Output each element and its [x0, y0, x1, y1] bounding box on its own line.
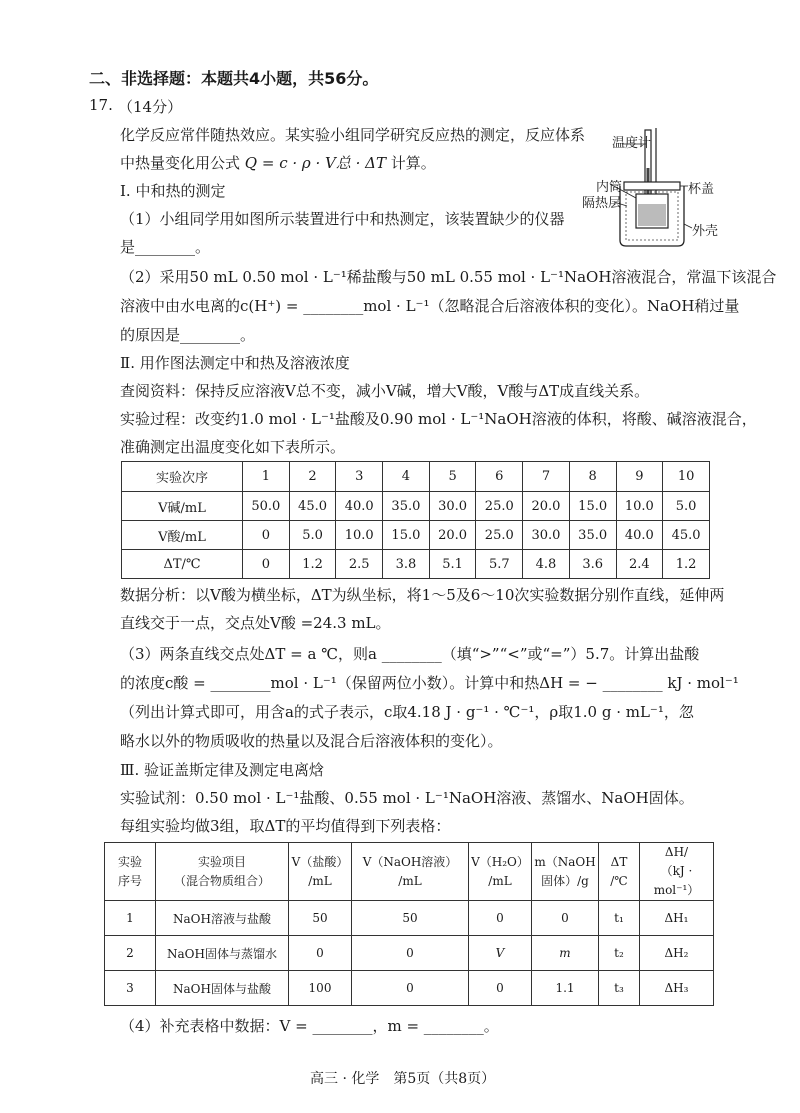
table-row: [105, 901, 714, 936]
table-cell: 3: [105, 971, 156, 1006]
table-cell: 20.0: [523, 492, 570, 521]
table-cell: NaOH固体与蒸馏水: [156, 936, 289, 971]
part1-title: Ⅰ. 中和热的测定: [120, 182, 226, 200]
calorimeter-figure: [582, 128, 762, 250]
table-cell: 4.8: [523, 550, 570, 579]
table-cell: 0: [352, 936, 469, 971]
row-label-cell: V碱/mL: [122, 492, 243, 521]
process-line-2: 准确测定出温度变化如下表所示。: [120, 438, 346, 456]
table-cell: 30.0: [429, 492, 476, 521]
thermometer-label: 温度计: [612, 136, 652, 151]
table-cell: 0: [243, 521, 290, 550]
table-cell: 50.0: [243, 492, 290, 521]
note-line: 每组实验均做3组，取ΔT的平均值得到下列表格：: [120, 817, 451, 835]
table-cell: 15.0: [383, 521, 430, 550]
table-cell: 2.5: [336, 550, 383, 579]
q2-line-b: 溶液中由水电离的c(H⁺) = ________mol · L⁻¹（忽略混合后溶液体积的变化）。NaOH稍过量: [120, 297, 740, 315]
row-label-cell: V酸/mL: [122, 521, 243, 550]
table-header-cell: V（盐酸） /mL: [289, 843, 352, 901]
section-title: 二、非选择题：本题共4小题，共56分。: [89, 69, 379, 88]
part3-title: Ⅲ. 验证盖斯定律及测定电离焓: [120, 761, 325, 779]
run-number-cell: 2: [289, 462, 336, 492]
table-cell: 45.0: [663, 521, 710, 550]
table-cell: 15.0: [569, 492, 616, 521]
table-cell: t₂: [599, 936, 640, 971]
table-cell: 1: [105, 901, 156, 936]
table-row: [105, 843, 714, 901]
table-row: [105, 971, 714, 1006]
q4-line: （4）补充表格中数据：V = ________，m = ________。: [120, 1017, 499, 1035]
table-header-cell: V（H₂O） /mL: [469, 843, 532, 901]
table-cell: 0: [289, 936, 352, 971]
run-number-cell: 7: [523, 462, 570, 492]
q1-line-b: 是________。: [120, 238, 211, 256]
table-cell: 5.7: [476, 550, 523, 579]
table-cell: 40.0: [336, 492, 383, 521]
table-cell: 1.2: [663, 550, 710, 579]
table-header-cell: ΔH/ （kJ · mol⁻¹）: [640, 843, 714, 901]
analysis-line-2: 直线交于一点，交点处V酸 =24.3 mL。: [120, 614, 391, 632]
table-cell: 10.0: [616, 492, 663, 521]
table-header-cell: ΔT /℃: [599, 843, 640, 901]
q3-line-a: （3）两条直线交点处ΔT = a ℃，则a ________（填“>”“<”或“=”）5.7。计算出盐酸: [120, 645, 700, 663]
table-cell: 20.0: [429, 521, 476, 550]
q1-line-a: （1）小组同学用如图所示装置进行中和热测定，该装置缺少的仪器: [120, 210, 565, 228]
q3-line-d: 略水以外的物质吸收的热量以及混合后溶液体积的变化）。: [120, 732, 503, 750]
run-number-cell: 6: [476, 462, 523, 492]
table-cell: 1.2: [289, 550, 336, 579]
run-number-cell: 3: [336, 462, 383, 492]
run-number-cell: 4: [383, 462, 430, 492]
table-cell: 3.6: [569, 550, 616, 579]
inner-cup-label: 内筒: [596, 180, 623, 195]
table-cell: 50: [352, 901, 469, 936]
table-cell: 30.0: [523, 521, 570, 550]
shell-label: 外壳: [692, 224, 719, 239]
info-line: 查阅资料：保持反应溶液V总不变，减小V碱，增大V酸，V酸与ΔT成直线关系。: [120, 382, 650, 400]
table-cell: ΔH₁: [640, 901, 714, 936]
table-cell: 25.0: [476, 492, 523, 521]
table-cell: 10.0: [336, 521, 383, 550]
q2-line-a: （2）采用50 mL 0.50 mol · L⁻¹稀盐酸与50 mL 0.55 mol · L⁻¹NaOH溶液混合，常温下该混合: [120, 268, 777, 286]
table-row: [122, 462, 710, 492]
table-header-cell: 实验项目 （混合物质组合）: [156, 843, 289, 901]
table-header-cell: V（NaOH溶液） /mL: [352, 843, 469, 901]
table-cell: 2.4: [616, 550, 663, 579]
table-header-cell: m（NaOH 固体）/g: [532, 843, 599, 901]
intro-line-2: 中热量变化用公式 Q = c · ρ · V总 · ΔT 计算。: [120, 154, 436, 172]
table-cell: 5.1: [429, 550, 476, 579]
run-number-cell: 1: [243, 462, 290, 492]
question-score: （14分）: [118, 98, 183, 116]
hess-law-table: [104, 842, 714, 1006]
table-cell: 0: [532, 901, 599, 936]
table-cell: 5.0: [663, 492, 710, 521]
run-number-cell: 10: [663, 462, 710, 492]
table-cell: 35.0: [569, 521, 616, 550]
table-cell: 1.1: [532, 971, 599, 1006]
lid-label: 杯盖: [688, 182, 715, 197]
row-label-cell: ΔT/℃: [122, 550, 243, 579]
table-cell: ΔH₂: [640, 936, 714, 971]
table-cell: 3.8: [383, 550, 430, 579]
table-cell: 50: [289, 901, 352, 936]
reagents-line: 实验试剂：0.50 mol · L⁻¹盐酸、0.55 mol · L⁻¹NaOH溶液、蒸馏水、NaOH固体。: [120, 789, 694, 807]
table-cell: 35.0: [383, 492, 430, 521]
titration-data-table: [121, 461, 710, 579]
table-header-cell: 实验次序: [122, 462, 243, 492]
q3-line-b: 的浓度c酸 = ________mol · L⁻¹（保留两位小数）。计算中和热ΔH = − ________ kJ · mol⁻¹: [120, 674, 739, 692]
table-row: [122, 521, 710, 550]
table-row: [122, 550, 710, 579]
run-number-cell: 5: [429, 462, 476, 492]
table-cell: V: [469, 936, 532, 971]
part2-title: Ⅱ. 用作图法测定中和热及溶液浓度: [120, 354, 350, 372]
table-cell: 0: [352, 971, 469, 1006]
run-number-cell: 8: [569, 462, 616, 492]
table-cell: NaOH固体与盐酸: [156, 971, 289, 1006]
table-header-cell: 实验 序号: [105, 843, 156, 901]
question-number: 17.: [89, 96, 113, 114]
table-cell: 0: [469, 901, 532, 936]
page-footer: 高三 · 化学 第5页（共8页）: [310, 1071, 496, 1087]
analysis-line-1: 数据分析：以V酸为横坐标，ΔT为纵坐标，将1～5及6～10次实验数据分别作直线，延伸两: [120, 586, 725, 604]
table-row: [105, 936, 714, 971]
table-cell: 25.0: [476, 521, 523, 550]
insulation-label: 隔热层: [582, 196, 622, 211]
q2-line-c: 的原因是________。: [120, 326, 256, 344]
q3-line-c: （列出计算式即可，用含a的式子表示，c取4.18 J · g⁻¹ · ℃⁻¹，ρ取1.0 g · mL⁻¹，忽: [120, 703, 694, 721]
table-cell: 0: [243, 550, 290, 579]
table-cell: 2: [105, 936, 156, 971]
table-cell: 100: [289, 971, 352, 1006]
table-cell: 40.0: [616, 521, 663, 550]
heat-formula: Q = c · ρ · V总 · ΔT: [244, 154, 387, 172]
table-cell: NaOH溶液与盐酸: [156, 901, 289, 936]
table-cell: 45.0: [289, 492, 336, 521]
table-cell: t₁: [599, 901, 640, 936]
run-number-cell: 9: [616, 462, 663, 492]
table-cell: 5.0: [289, 521, 336, 550]
table-cell: t₃: [599, 971, 640, 1006]
table-row: [122, 492, 710, 521]
intro-line-1: 化学反应常伴随热效应。某实验小组同学研究反应热的测定，反应体系: [120, 126, 586, 144]
table-cell: m: [532, 936, 599, 971]
table-cell: ΔH₃: [640, 971, 714, 1006]
table-cell: 0: [469, 971, 532, 1006]
process-line-1: 实验过程：改变约1.0 mol · L⁻¹盐酸及0.90 mol · L⁻¹NaOH溶液的体积，将酸、碱溶液混合，: [120, 410, 757, 428]
